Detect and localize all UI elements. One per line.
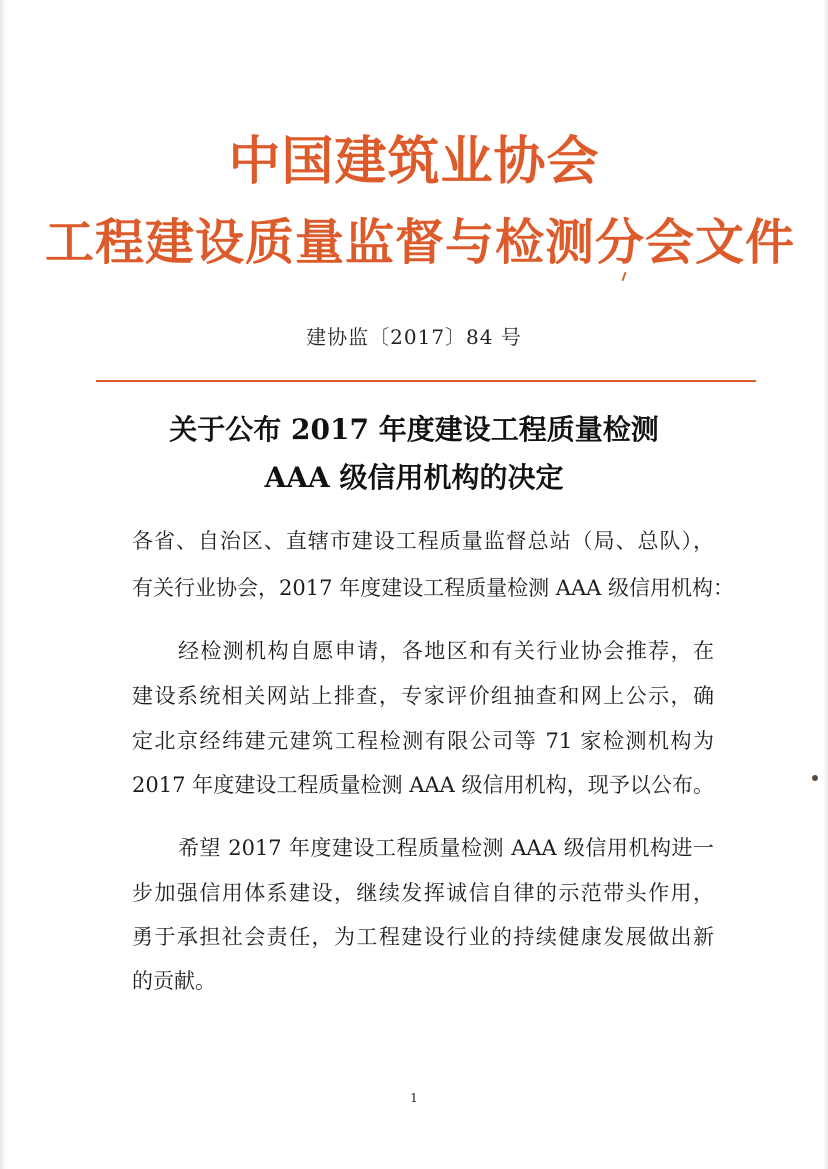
addressee-line-1: 各省、自治区、直辖市建设工程质量监督总站（局、总队）， [132, 529, 714, 553]
document-title-line-1: 关于公布 2017 年度建设工程质量检测 [169, 413, 659, 446]
paragraph-2-line-2: 步加强信用体系建设，继续发挥诚信自律的示范带头作用， [132, 881, 714, 905]
addressee-line-2: 有关行业协会，2017 年度建设工程质量检测 AAA 级信用机构： [132, 576, 734, 600]
letterhead-organization: 中国建筑业协会 [228, 132, 600, 192]
letterhead-divider [96, 380, 756, 382]
paragraph-1-line-1: 经检测机构自愿申请，各地区和有关行业协会推荐，在 [178, 639, 714, 663]
scan-artifact-dot [812, 775, 818, 781]
page-number: 1 [410, 1091, 418, 1105]
paragraph-1-line-4: 2017 年度建设工程质量检测 AAA 级信用机构，现予以公布。 [132, 773, 714, 797]
paragraph-1-line-3: 定北京经纬建元建筑工程检测有限公司等 71 家检测机构为 [132, 729, 714, 753]
paragraph-1-line-2: 建设系统相关网站上排查，专家评价组抽查和网上公示，确 [132, 684, 714, 708]
paragraph-2-line-4: 的贡献。 [132, 969, 216, 993]
document-number: 建协监〔2017〕84 号 [306, 325, 522, 349]
paragraph-2-line-1: 希望 2017 年度建设工程质量检测 AAA 级信用机构进一 [178, 836, 714, 860]
document-title-line-2: AAA 级信用机构的决定 [264, 461, 564, 494]
paragraph-2-line-3: 勇于承担社会责任，为工程建设行业的持续健康发展做出新 [132, 925, 714, 949]
letterhead-document-type: 工程建设质量监督与检测分会文件 [44, 214, 795, 271]
